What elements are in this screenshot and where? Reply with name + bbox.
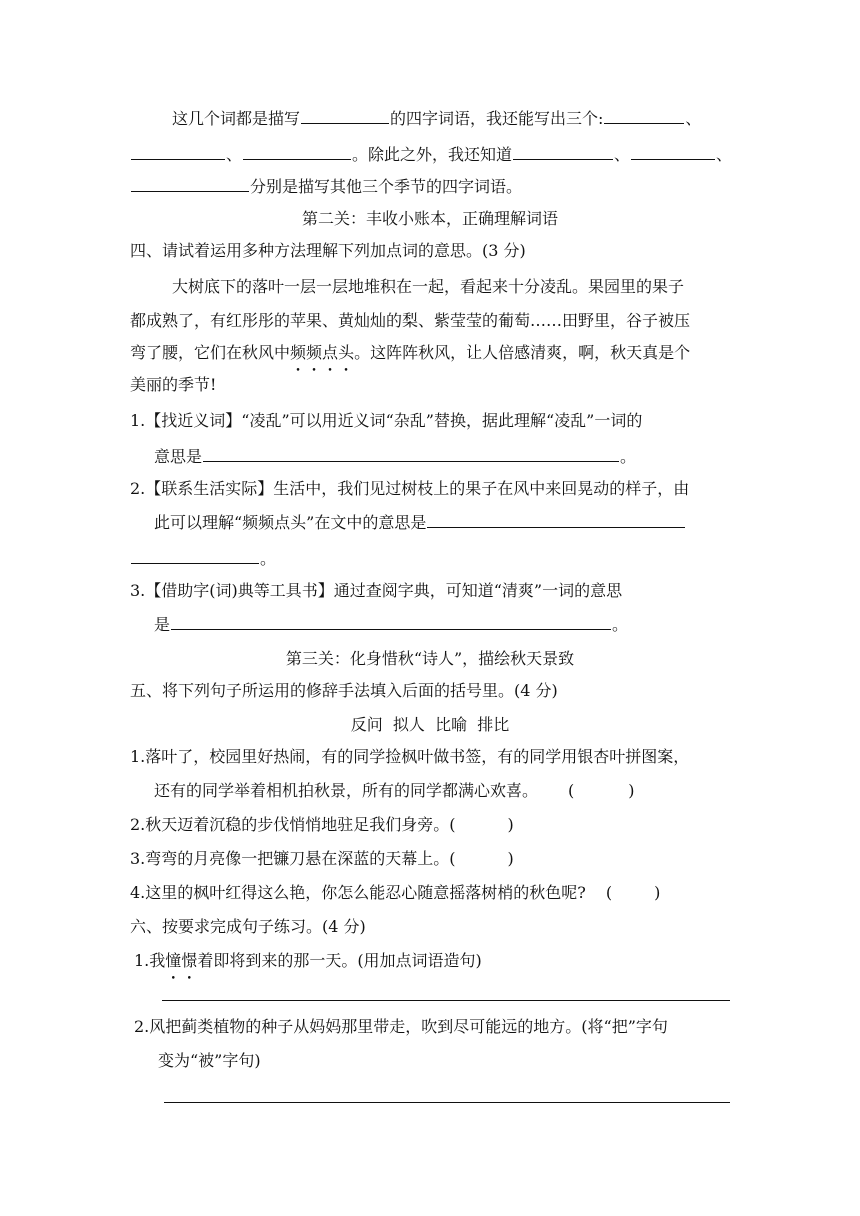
item2-answer-line-2	[130, 546, 276, 570]
answer-blank[interactable]	[171, 612, 611, 630]
sentence-text: 还有的同学举着相机拍秋景，所有的同学都满心欢喜。	[154, 781, 539, 800]
sentence-text: 4.这里的枫叶红得这么艳，你怎么能忍心随意摇落树梢的秋色呢?	[130, 883, 586, 902]
fill-text: 、	[685, 109, 702, 128]
paren-close: )	[507, 849, 514, 868]
answer-blank[interactable]	[301, 106, 389, 124]
answer-blank[interactable]	[131, 174, 249, 192]
sentence-text: 2.秋天迈着沉稳的步伐悄悄地驻足我们身旁。	[130, 815, 450, 834]
q6-item-2: 2.风把蓟类植物的种子从妈妈那里带走，吹到尽可能远的地方。(将“把”字句	[134, 1017, 668, 1036]
answer-blank[interactable]	[604, 106, 684, 124]
answer-blank[interactable]	[631, 142, 715, 160]
passage-line: 美丽的季节!	[130, 375, 217, 394]
answer-blank[interactable]	[243, 142, 351, 160]
item-text: 。	[260, 549, 277, 568]
paren-open: (	[449, 849, 456, 868]
paren-open: (	[449, 815, 456, 834]
q5-title: 五、将下列句子所运用的修辞手法填入后面的括号里。(4 分)	[130, 681, 558, 700]
item-text: 。	[620, 447, 637, 466]
answer-line[interactable]	[164, 1102, 730, 1103]
paren-open: (	[568, 781, 575, 800]
level3-title: 第三关：化身惜秋“诗人”，描绘秋天景致	[285, 649, 575, 668]
fill-text: 。除此之外，我还知道	[352, 145, 513, 164]
fill-text: 分别是描写其他三个季节的四字词语。	[250, 177, 523, 196]
fill-line-3	[130, 174, 522, 198]
q6-item-1	[134, 950, 482, 972]
q6-item-2-cont: 变为“被”字句)	[158, 1051, 261, 1070]
fill-text: 的四字词语，我还能写出三个:	[390, 109, 604, 128]
fill-text: 这几个词都是描写	[172, 109, 301, 128]
paren-close: )	[507, 815, 514, 834]
sentence-3	[130, 848, 514, 870]
sentence-1: 1.落叶了，校园里好热闹，有的同学捡枫叶做书签，有的同学用银杏叶拼图案，	[130, 747, 690, 766]
rhetoric-options: 反问 拟人 比喻 排比	[350, 715, 510, 734]
fill-line-1	[172, 106, 701, 130]
dotted-char: 憬	[181, 951, 198, 970]
item3-answer-line	[154, 612, 628, 636]
item3-line: 3.【借助字(词)典等工具书】通过查阅字典，可知道“清爽”一词的意思	[130, 581, 623, 600]
item-text: 是	[154, 615, 171, 634]
answer-blank[interactable]	[131, 546, 259, 564]
item2-answer-line	[154, 510, 686, 534]
fill-text: 、	[226, 145, 243, 164]
dotted-char: 频	[306, 343, 323, 362]
dotted-char: 频	[290, 343, 307, 362]
paren-close: )	[654, 883, 661, 902]
sentence-4	[130, 882, 660, 904]
passage-text: 弯了腰，它们在秋风中	[130, 343, 291, 362]
item1-line: 1.【找近义词】“凌乱”可以用近义词“杂乱”替换，据此理解“凌乱”一词的	[130, 411, 643, 430]
passage-line: 都成熟了，有红彤彤的苹果、黄灿灿的梨、紫莹莹的葡萄……田野里，谷子被压	[130, 311, 691, 330]
dotted-char: 头	[338, 343, 355, 362]
sentence-1-cont	[154, 780, 635, 802]
item2-line: 2.【联系生活实际】生活中，我们见过树枝上的果子在风中来回晃动的样子，由	[130, 479, 690, 498]
paren-open: (	[605, 883, 613, 902]
sentence-text: 3.弯弯的月亮像一把镰刀悬在深蓝的天幕上。	[130, 849, 450, 868]
sentence-2	[130, 814, 514, 836]
passage-line	[130, 342, 690, 364]
dotted-char: 憧	[165, 951, 182, 970]
paren-close: )	[628, 781, 635, 800]
item-text: 着即将到来的那一天。(用加点词语造句)	[197, 951, 482, 970]
item-text: 此可以理解“频频点头”在文中的意思是	[154, 513, 427, 532]
passage-text: 。这阵阵秋风，让人倍感清爽，啊，秋天真是个	[354, 343, 691, 362]
item-text: 意思是	[154, 447, 203, 466]
item1-answer-line	[154, 444, 636, 468]
dotted-char: 点	[322, 343, 339, 362]
answer-blank[interactable]	[203, 444, 619, 462]
passage-line: 大树底下的落叶一层一层地堆积在一起，看起来十分凌乱。果园里的果子	[172, 277, 685, 296]
fill-text: 、	[716, 145, 733, 164]
level2-title: 第二关：丰收小账本，正确理解词语	[301, 209, 558, 228]
item-text: 1.我	[134, 951, 166, 970]
answer-blank[interactable]	[513, 142, 613, 160]
answer-line[interactable]	[162, 1000, 730, 1001]
q6-title: 六、按要求完成句子练习。(4 分)	[130, 917, 366, 936]
fill-text: 、	[614, 145, 631, 164]
answer-blank[interactable]	[427, 510, 685, 528]
answer-blank[interactable]	[131, 142, 225, 160]
fill-line-2	[130, 142, 732, 166]
q4-title: 四、请试着运用多种方法理解下列加点词的意思。(3 分)	[130, 241, 526, 260]
item-text: 。	[612, 615, 629, 634]
